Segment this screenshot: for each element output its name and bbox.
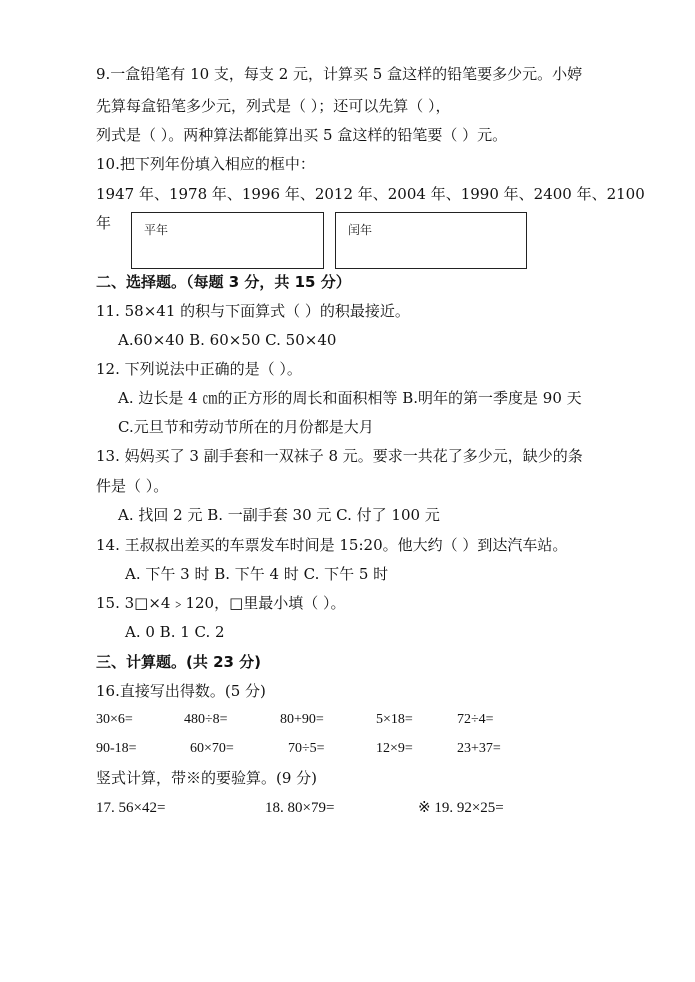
q16-title: 16.直接写出得数。(5 分) bbox=[96, 682, 266, 700]
q10-years: 1947 年、1978 年、1996 年、2012 年、2004 年、1990 年、2400 年、2100 bbox=[96, 185, 645, 203]
q16-row2-item: 60×70= bbox=[190, 741, 234, 756]
q13-options: A. 找回 2 元 B. 一副手套 30 元 C. 付了 100 元 bbox=[118, 506, 440, 524]
q16-row1-item: 480÷8= bbox=[184, 712, 228, 727]
q9-line-1: 9.一盒铅笔有 10 支，每支 2 元，计算买 5 盒这样的铅笔要多少元。小婷 bbox=[96, 65, 583, 83]
leap-year-label: 闰年 bbox=[348, 223, 373, 237]
q12-option-c: C.元旦节和劳动节所在的月份都是大月 bbox=[118, 418, 374, 436]
q16-row2-item: 23+37= bbox=[457, 741, 501, 756]
q13-line-1: 13. 妈妈买了 3 副手套和一双袜子 8 元。要求一共花了多少元，缺少的条 bbox=[96, 447, 583, 465]
common-year-label: 平年 bbox=[144, 223, 169, 237]
vertical-calc-title: 竖式计算，带※的要验算。(9 分) bbox=[96, 769, 318, 787]
q15-options: A. 0 B. 1 C. 2 bbox=[125, 623, 225, 641]
q15-stem: 15. 3□×4﹥120，□里最小填（ ）。 bbox=[96, 594, 346, 612]
q10-title: 10.把下列年份填入相应的框中： bbox=[96, 155, 315, 173]
q9-line-3: 列式是（ ）。两种算法都能算出买 5 盒这样的铅笔要（ ）元。 bbox=[96, 126, 508, 144]
q16-row2-item: 90-18= bbox=[96, 741, 137, 756]
q16-row1-item: 72÷4= bbox=[457, 712, 494, 727]
q14-options: A. 下午 3 时 B. 下午 4 时 C. 下午 5 时 bbox=[125, 565, 389, 583]
leap-year-box[interactable] bbox=[335, 212, 527, 269]
section-2-title: 二、选择题。（每题 3 分，共 15 分） bbox=[96, 273, 351, 291]
q16-row1-item: 30×6= bbox=[96, 712, 133, 727]
section-3-title: 三、计算题。(共 23 分) bbox=[96, 653, 262, 671]
q18: 18. 80×79= bbox=[265, 800, 335, 816]
q14-stem: 14. 王叔叔出差买的车票发车时间是 15:20。他大约（ ）到达汽车站。 bbox=[96, 536, 568, 554]
q12-option-ab: A. 边长是 4 ㎝的正方形的周长和面积相等 B.明年的第一季度是 90 天 bbox=[118, 389, 582, 407]
q16-row2-item: 12×9= bbox=[376, 741, 413, 756]
q16-row2-item: 70÷5= bbox=[288, 741, 325, 756]
q11-stem: 11. 58×41 的积与下面算式（ ）的积最接近。 bbox=[96, 302, 410, 320]
q11-options: A.60×40 B. 60×50 C. 50×40 bbox=[118, 331, 337, 349]
q12-stem: 12. 下列说法中正确的是（ ）。 bbox=[96, 360, 302, 378]
q9-line-2: 先算每盒铅笔多少元，列式是（ ）；还可以先算（ ）， bbox=[96, 97, 451, 115]
q16-row1-item: 80+90= bbox=[280, 712, 324, 727]
q17: 17. 56×42= bbox=[96, 800, 166, 816]
q10-years-tail: 年 bbox=[96, 214, 112, 232]
common-year-box[interactable] bbox=[131, 212, 324, 269]
q16-row1-item: 5×18= bbox=[376, 712, 413, 727]
q19: ※ 19. 92×25= bbox=[418, 800, 504, 816]
q13-line-2: 件是（ ）。 bbox=[96, 477, 169, 495]
